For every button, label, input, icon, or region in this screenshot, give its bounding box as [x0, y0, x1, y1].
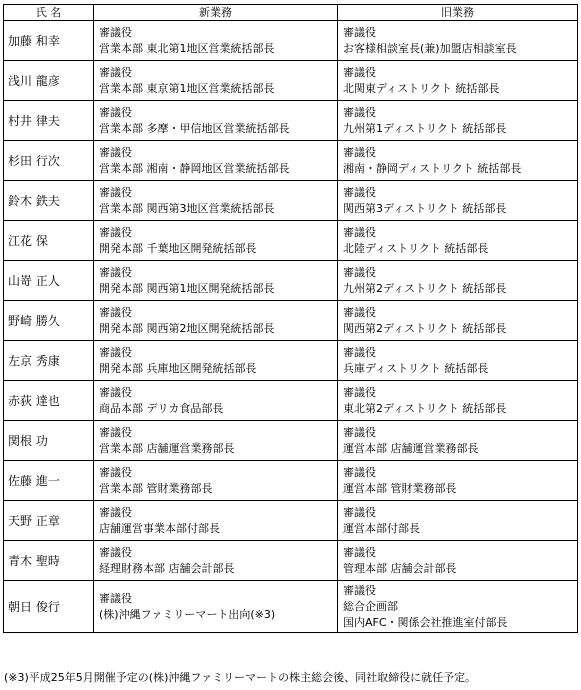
- new-role-cell: [94, 541, 338, 581]
- table-row: [4, 381, 578, 421]
- person-name: 加藤 和幸: [4, 21, 94, 61]
- person-name: 関根 功: [4, 421, 94, 461]
- new-role-line: 店舗運営事業本部付部長: [99, 521, 220, 535]
- old-role-line: 審議役: [343, 345, 376, 359]
- person-name: 鈴木 鉄夫: [4, 181, 94, 221]
- old-role-cell: [338, 541, 578, 581]
- old-role-line: 運営本部 管財業務部長: [343, 481, 457, 495]
- old-role-line: 総合企画部: [343, 599, 398, 613]
- new-role-line: (株)沖縄ファミリーマート出向(※3): [99, 607, 276, 621]
- new-role-cell: [94, 61, 338, 101]
- old-role-line: 管理本部 店舗会計部長: [343, 561, 457, 575]
- old-role-cell: [338, 261, 578, 301]
- old-role-cell: [338, 221, 578, 261]
- new-role-cell: [94, 421, 338, 461]
- new-role-cell: [94, 581, 338, 633]
- person-name: 左京 秀康: [4, 341, 94, 381]
- new-role-cell: [94, 381, 338, 421]
- old-role-line: 審議役: [343, 505, 376, 519]
- old-role-line: 北関東ディストリクト 統括部長: [343, 81, 500, 95]
- person-name: 浅川 龍彦: [4, 61, 94, 101]
- new-role-line: 営業本部 多摩・甲信地区営業統括部長: [99, 121, 290, 135]
- old-role-line: 審議役: [343, 465, 376, 479]
- table-row: [4, 581, 578, 633]
- footnote: (※3)平成25年5月開催予定の(株)沖縄ファミリーマートの株主総会後、同社取締役に就任予定。: [4, 671, 477, 684]
- old-role-line: 湘南・静岡ディストリクト 統括部長: [343, 161, 522, 175]
- table-row: [4, 101, 578, 141]
- old-role-line: 国内AFC・関係会社推進室付部長: [343, 615, 508, 629]
- old-role-cell: [338, 301, 578, 341]
- new-role-line: 審議役: [99, 545, 132, 559]
- old-role-line: 審議役: [343, 225, 376, 239]
- old-role-line: 審議役: [343, 265, 376, 279]
- new-role-line: 審議役: [99, 25, 132, 39]
- person-name: 佐藤 進一: [4, 461, 94, 501]
- header-new-role: 新業務: [94, 5, 338, 21]
- person-name: 青木 聖時: [4, 541, 94, 581]
- old-role-cell: [338, 21, 578, 61]
- old-role-line: 審議役: [343, 25, 376, 39]
- table-row: [4, 501, 578, 541]
- old-role-line: 関西第3ディストリクト 統括部長: [343, 201, 507, 215]
- table-row: [4, 421, 578, 461]
- new-role-line: 審議役: [99, 345, 132, 359]
- new-role-cell: [94, 221, 338, 261]
- old-role-line: 審議役: [343, 305, 376, 319]
- old-role-line: 審議役: [343, 185, 376, 199]
- new-role-line: 商品本部 デリカ食品部長: [99, 401, 224, 415]
- new-role-line: 審議役: [99, 225, 132, 239]
- old-role-line: 審議役: [343, 545, 376, 559]
- table-row: [4, 461, 578, 501]
- new-role-line: 審議役: [99, 385, 132, 399]
- old-role-line: 九州第2ディストリクト 統括部長: [343, 281, 507, 295]
- old-role-line: 九州第1ディストリクト 統括部長: [343, 121, 507, 135]
- table-row: [4, 181, 578, 221]
- new-role-line: 審議役: [99, 105, 132, 119]
- new-role-cell: [94, 141, 338, 181]
- old-role-line: 審議役: [343, 425, 376, 439]
- new-role-line: 営業本部 管財業務部長: [99, 481, 213, 495]
- new-role-line: 開発本部 関西第2地区開発統括部長: [99, 321, 275, 335]
- person-name: 朝日 俊行: [4, 581, 94, 633]
- table-row: [4, 221, 578, 261]
- new-role-cell: [94, 21, 338, 61]
- new-role-cell: [94, 101, 338, 141]
- table-row: [4, 141, 578, 181]
- old-role-cell: [338, 381, 578, 421]
- new-role-line: 審議役: [99, 465, 132, 479]
- old-role-cell: [338, 61, 578, 101]
- new-role-cell: [94, 301, 338, 341]
- table-row: [4, 261, 578, 301]
- new-role-line: 審議役: [99, 505, 132, 519]
- old-role-cell: [338, 421, 578, 461]
- old-role-cell: [338, 501, 578, 541]
- header-row: [4, 5, 578, 21]
- new-role-line: 経理財務本部 店舗会計部長: [99, 561, 235, 575]
- old-role-line: 北陸ディストリクト 統括部長: [343, 241, 489, 255]
- table-row: [4, 341, 578, 381]
- new-role-line: 営業本部 店舗運営業務部長: [99, 441, 235, 455]
- old-role-line: 審議役: [343, 145, 376, 159]
- new-role-cell: [94, 461, 338, 501]
- person-name: 村井 律夫: [4, 101, 94, 141]
- new-role-cell: [94, 341, 338, 381]
- table-row: [4, 61, 578, 101]
- new-role-line: 営業本部 湘南・静岡地区営業統括部長: [99, 161, 290, 175]
- old-role-cell: [338, 141, 578, 181]
- new-role-line: 営業本部 東京第1地区営業統括部長: [99, 81, 275, 95]
- new-role-line: 開発本部 千葉地区開発統括部長: [99, 241, 257, 255]
- new-role-line: 審議役: [99, 305, 132, 319]
- person-name: 江花 保: [4, 221, 94, 261]
- old-role-line: 審議役: [343, 105, 376, 119]
- new-role-line: 開発本部 兵庫地区開発統括部長: [99, 361, 257, 375]
- old-role-line: 審議役: [343, 65, 376, 79]
- new-role-cell: [94, 501, 338, 541]
- new-role-line: 審議役: [99, 65, 132, 79]
- header-name: 氏 名: [4, 5, 94, 21]
- old-role-line: 運営本部付部長: [343, 521, 420, 535]
- table-body: [4, 21, 578, 633]
- table-row: [4, 301, 578, 341]
- new-role-line: 審議役: [99, 591, 132, 605]
- header-old-role: 旧業務: [338, 5, 578, 21]
- old-role-line: 審議役: [343, 385, 376, 399]
- old-role-line: 関西第2ディストリクト 統括部長: [343, 321, 507, 335]
- new-role-line: 審議役: [99, 425, 132, 439]
- old-role-cell: [338, 101, 578, 141]
- person-name: 山嵜 正人: [4, 261, 94, 301]
- old-role-line: 東北第2ディストリクト 統括部長: [343, 401, 507, 415]
- new-role-line: 審議役: [99, 265, 132, 279]
- old-role-cell: [338, 341, 578, 381]
- table-row: [4, 541, 578, 581]
- old-role-line: 兵庫ディストリクト 統括部長: [343, 361, 489, 375]
- person-name: 野崎 勝久: [4, 301, 94, 341]
- old-role-cell: [338, 181, 578, 221]
- person-name: 赤荻 達也: [4, 381, 94, 421]
- new-role-cell: [94, 181, 338, 221]
- new-role-cell: [94, 261, 338, 301]
- person-name: 天野 正章: [4, 501, 94, 541]
- new-role-line: 審議役: [99, 145, 132, 159]
- personnel-table: [3, 4, 578, 633]
- person-name: 杉田 行次: [4, 141, 94, 181]
- old-role-line: 運営本部 店舗運営業務部長: [343, 441, 479, 455]
- new-role-line: 審議役: [99, 185, 132, 199]
- old-role-line: お客様相談室長(兼)加盟店相談室長: [343, 41, 517, 55]
- old-role-cell: [338, 581, 578, 633]
- old-role-line: 審議役: [343, 583, 376, 597]
- new-role-line: 営業本部 東北第1地区営業統括部長: [99, 41, 275, 55]
- new-role-line: 営業本部 関西第3地区営業統括部長: [99, 201, 275, 215]
- table-row: [4, 21, 578, 61]
- new-role-line: 開発本部 関西第1地区開発統括部長: [99, 281, 275, 295]
- old-role-cell: [338, 461, 578, 501]
